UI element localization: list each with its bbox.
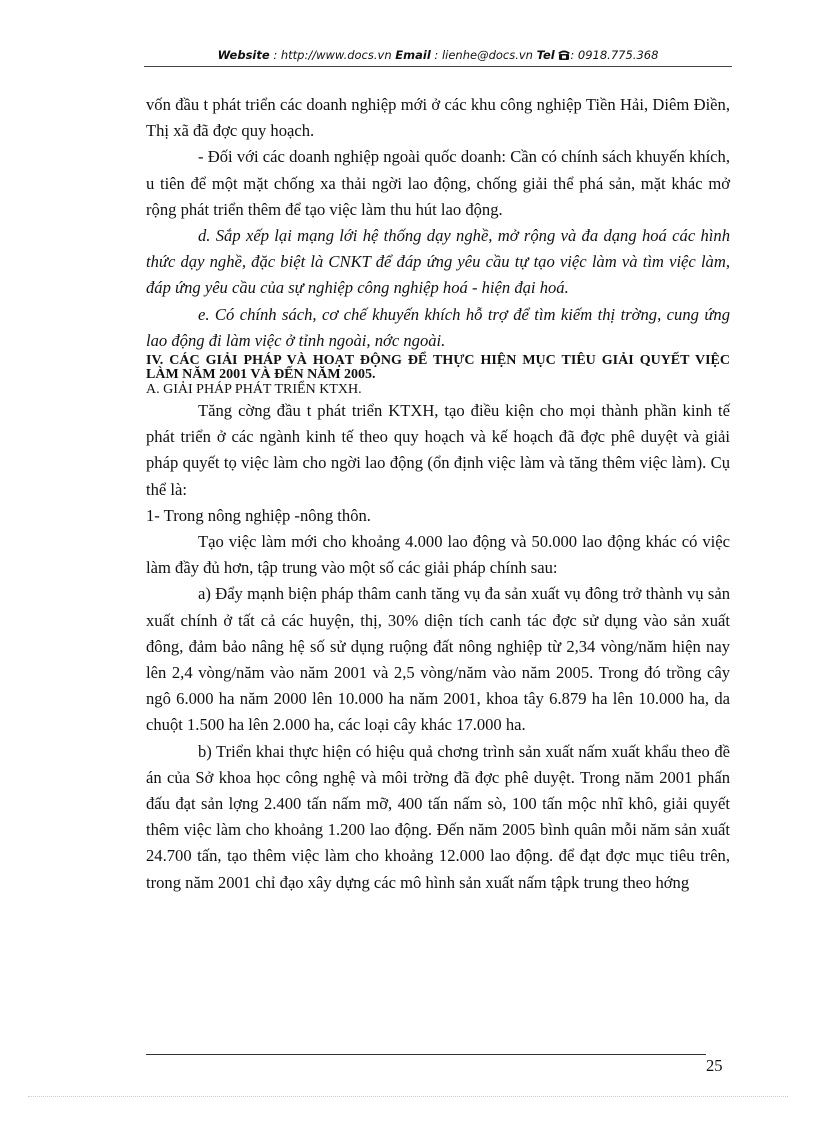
website-value: : http://www.docs.vn [269, 48, 396, 62]
paragraph: e. Có chính sách, cơ chế khuyến khích hỗ trợ để tìm kiếm thị trờng, cung ứng lao động đi làm việc ở tỉnh ngoài, nớc ngoài. [146, 304, 730, 350]
website-label: Website [217, 48, 270, 62]
list-heading: 1- Trong nông nghiệp -nông thôn. [146, 505, 371, 525]
document-body [146, 92, 730, 896]
paragraph: Tạo việc làm mới cho khoảng 4.000 lao động và 50.000 lao động khác có việc làm đầy đủ hơn, tập trung vào một số các giải pháp chính sau: [146, 532, 730, 578]
tel-label: Tel [536, 48, 555, 62]
paragraph: a) Đẩy mạnh biện pháp thâm canh tăng vụ đa sản xuất vụ đông trở thành vụ sản xuất chính ở tất cả các huyện, thị, 30% diện tích canh tác đợc sử dụng vào sản xuất đông, đảm bảo nâng hệ số sử dụng ruộng đất nông nghiệp từ 2,34 vòng/năm hiện nay lên 2,4 vòng/năm vào năm 2001 và 2,5 vòng/năm vào năm 2005. Trong đó trồng cây ngô 6.000 ha năm 2000 lên 10.000 ha năm 2001, khoa tây 6.879 ha lên 10.000 ha, da chuột 1.500 ha lên 2.000 ha, các loại cây khác 17.000 ha. [146, 584, 730, 735]
tel-value: : 0918.775.368 [570, 48, 659, 62]
paragraph: vốn đầu t phát triển các doanh nghiệp mới ở các khu công nghiệp Tiền Hải, Diêm Điền, Thị xã đã đợc quy hoạch. [146, 95, 730, 141]
email-value: : lienhe@docs.vn [430, 48, 537, 62]
sub-heading: A. GIẢI PHÁP PHÁT TRIỂN KTXH. [146, 382, 362, 398]
paragraph: Tăng cờng đầu t phát triển KTXH, tạo điều kiện cho mọi thành phần kinh tế phát triển ở các ngành kinh tế theo quy hoạch và kế hoạch đã đợc phê duyệt và giải pháp quyết tọ việc làm cho ngời lao động (ổn định việc làm và tăng thêm việc làm). Cụ thể là: [146, 401, 730, 499]
paragraph: - Đối với các doanh nghiệp ngoài quốc doanh: Cần có chính sách khuyến khích, u tiên để một mặt chống xa thải ngời lao động, chống giải thể phá sản, mặt khác mở rộng phát triển thêm để tạo việc làm thu hút lao động. [146, 147, 730, 219]
paragraph: d. Sắp xếp lại mạng lới hệ thống dạy nghề, mở rộng và đa dạng hoá các hình thức dạy nghề, đặc biệt là CNKT để đáp ứng yêu cầu tự tạo việc làm và tìm việc làm, đáp ứng yêu cầu của sự nghiệp công nghiệp hoá - hiện đại hoá. [146, 226, 730, 298]
paragraph: b) Triển khai thực hiện có hiệu quả chơng trình sản xuất nấm xuất khẩu theo đề án của Sở khoa học công nghệ và môi trờng đã đợc phê duyệt. Trong năm 2001 phấn đấu đạt sản lợng 2.400 tấn nấm mỡ, 400 tấn nấm sò, 100 tấn mộc nhĩ khô, giải quyết thêm việc làm cho khoảng 1.200 lao động. Đến năm 2005 bình quân mỗi năm sản xuất 24.700 tấn, tạo thêm việc làm cho khoảng 12.000 lao động. để đạt đợc mục tiêu trên, trong năm 2001 chỉ đạo xây dựng các mô hình sản xuất nấm tậpk trung theo hớng [146, 741, 730, 892]
phone-icon [558, 46, 570, 68]
section-heading: IV. CÁC GIẢI PHÁP VÀ HOẠT ĐỘNG ĐỂ THỰC HIỆN MỤC TIÊU GIẢI QUYẾT VIỆC LÀM NĂM 2001 VÀ ĐẾN NĂM 2005. [146, 353, 730, 383]
page-number: 25 [706, 1056, 723, 1075]
page-header [144, 44, 732, 67]
footer-divider [146, 1054, 706, 1055]
email-label: Email [395, 48, 431, 62]
page-edge-divider [28, 1096, 788, 1097]
